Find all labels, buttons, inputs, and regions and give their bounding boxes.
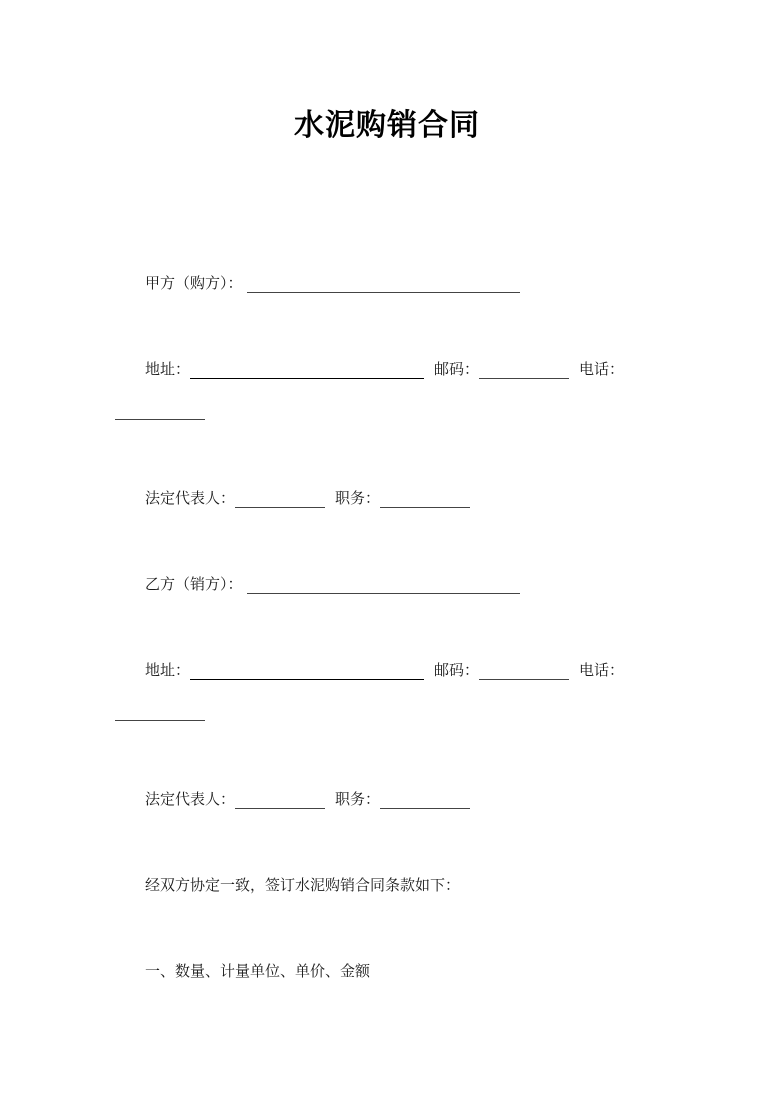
party-a-address-field[interactable]: [190, 360, 424, 379]
party-b-position-field[interactable]: [380, 790, 470, 809]
party-a-legal-rep-label: 法定代表人：: [145, 489, 236, 507]
party-b-legal-rep-label: 法定代表人：: [145, 790, 236, 808]
party-b-phone-label: 电话：: [579, 661, 625, 679]
party-b-label: 乙方（销方）：: [145, 575, 243, 593]
party-a-legal-rep-field[interactable]: [235, 489, 325, 508]
party-b-name-field[interactable]: [247, 575, 520, 594]
party-a-address-line: [145, 359, 624, 379]
party-a-legal-rep-line: [145, 488, 470, 508]
party-a-postcode-field[interactable]: [479, 360, 569, 379]
party-a-label: 甲方（购方）：: [145, 274, 243, 292]
party-b-legal-rep-line: [145, 789, 470, 809]
party-a-line: [145, 273, 520, 293]
party-a-position-label: 职务：: [335, 489, 381, 507]
party-a-name-field[interactable]: [247, 274, 520, 293]
party-b-postcode-label: 邮码：: [434, 661, 480, 679]
section-1-heading: 一、数量、计量单位、单价、金额: [145, 962, 371, 980]
party-b-postcode-field[interactable]: [479, 661, 569, 680]
party-b-phone-field[interactable]: [115, 719, 205, 721]
party-b-line: [145, 574, 520, 594]
agreement-paragraph: 经双方协定一致，签订水泥购销合同条款如下：: [145, 876, 461, 894]
party-b-legal-rep-field[interactable]: [235, 790, 325, 809]
party-a-postcode-label: 邮码：: [434, 360, 480, 378]
party-a-position-field[interactable]: [380, 489, 470, 508]
party-a-address-label: 地址：: [145, 360, 191, 378]
party-b-position-label: 职务：: [335, 790, 381, 808]
party-b-address-line: [145, 660, 624, 680]
party-a-phone-field[interactable]: [115, 418, 205, 420]
party-b-address-label: 地址：: [145, 661, 191, 679]
document-title: 水泥购销合同: [294, 108, 480, 143]
party-b-address-field[interactable]: [190, 661, 424, 680]
party-a-phone-label: 电话：: [579, 360, 625, 378]
